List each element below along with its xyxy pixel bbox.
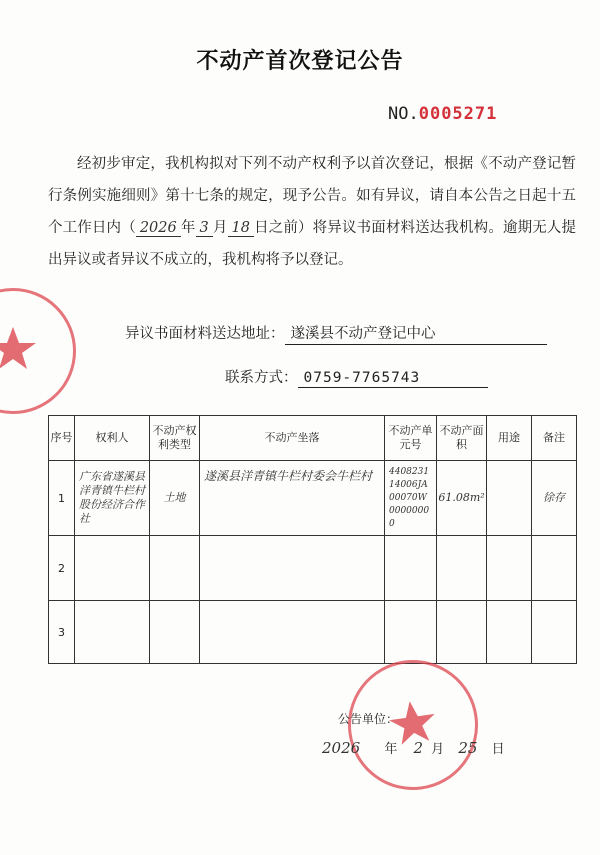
row-holder — [75, 601, 150, 664]
row-no: 1 — [49, 461, 75, 536]
notice-body — [48, 148, 576, 276]
header-usage: 用途 — [487, 416, 532, 461]
row-unit-no — [385, 601, 437, 664]
table-row — [49, 536, 577, 601]
row-no: 3 — [49, 601, 75, 664]
notice-date — [318, 738, 505, 757]
contact-value: 0759-7765743 — [298, 370, 488, 388]
header-holder: 权利人 — [75, 416, 150, 461]
row-no: 2 — [49, 536, 75, 601]
row-remark: 徐存 — [532, 461, 577, 536]
deadline-year: 2026 — [136, 220, 181, 237]
row-area: 61.08m² — [437, 461, 487, 536]
header-right-type: 不动产权利类型 — [150, 416, 200, 461]
serial-value: 0005271 — [418, 104, 498, 124]
row-right-type: 土地 — [150, 461, 200, 536]
issuer-label: 公告单位： — [338, 712, 399, 726]
row-remark — [532, 536, 577, 601]
row-location — [200, 536, 385, 601]
contact-info — [225, 366, 488, 388]
month-suffix: 月 — [212, 220, 228, 236]
objection-address-value: 遂溪县不动产登记中心 — [285, 322, 547, 345]
seal-star-icon — [0, 291, 73, 411]
table-row — [49, 461, 577, 536]
row-right-type — [150, 601, 200, 664]
year-suffix: 年 — [180, 220, 196, 236]
header-remark: 备注 — [532, 416, 577, 461]
row-usage — [487, 536, 532, 601]
row-remark — [532, 601, 577, 664]
row-unit-no — [385, 536, 437, 601]
date-day-suffix: 日 — [491, 742, 505, 757]
deadline-month: 3 — [196, 220, 213, 237]
date-year: 2026 — [322, 739, 361, 757]
row-usage — [487, 461, 532, 536]
row-right-type — [150, 536, 200, 601]
deadline-day: 18 — [228, 220, 254, 237]
objection-address — [125, 322, 547, 345]
row-area — [437, 601, 487, 664]
page-title: 不动产首次登记公告 — [196, 49, 404, 74]
date-month: 2 — [413, 739, 424, 757]
objection-address-label: 异议书面材料送达地址： — [125, 326, 285, 342]
serial-number — [388, 104, 497, 124]
official-seal-left — [0, 288, 76, 414]
row-area — [437, 536, 487, 601]
notice-text-part1: 经初步审定，我机构拟对下列不动产权利予以首次登记，根据《不动产登记暂行条例实施细则》第十七条的规定，现予公告。如有异议，请自本公告之日起十五个工作日内（ — [48, 156, 576, 236]
header-unit-no: 不动产单元号 — [385, 416, 437, 461]
row-holder: 广东省遂溪县洋青镇牛栏村股份经济合作社 — [75, 461, 150, 536]
contact-label: 联系方式： — [225, 370, 298, 386]
header-no: 序号 — [49, 416, 75, 461]
serial-prefix: NO. — [388, 104, 419, 124]
header-location: 不动产坐落 — [200, 416, 385, 461]
date-year-suffix: 年 — [384, 742, 398, 757]
row-unit-no: 440823114006JA00070W00000000 — [385, 461, 437, 536]
table-row — [49, 601, 577, 664]
header-area: 不动产面积 — [437, 416, 487, 461]
row-location: 遂溪县洋青镇牛栏村委会牛栏村 — [200, 461, 385, 536]
row-location — [200, 601, 385, 664]
date-day: 25 — [458, 739, 478, 757]
table-header-row — [49, 416, 577, 461]
issuer — [338, 710, 398, 727]
row-usage — [487, 601, 532, 664]
notice-text-part2: 日之前）将异议书面材料送达我机构。逾期无人提出异议或者异议不成立的，我机构将予以登记。 — [48, 220, 577, 268]
date-month-suffix: 月 — [431, 742, 445, 757]
row-holder — [75, 536, 150, 601]
registration-table — [48, 415, 577, 664]
